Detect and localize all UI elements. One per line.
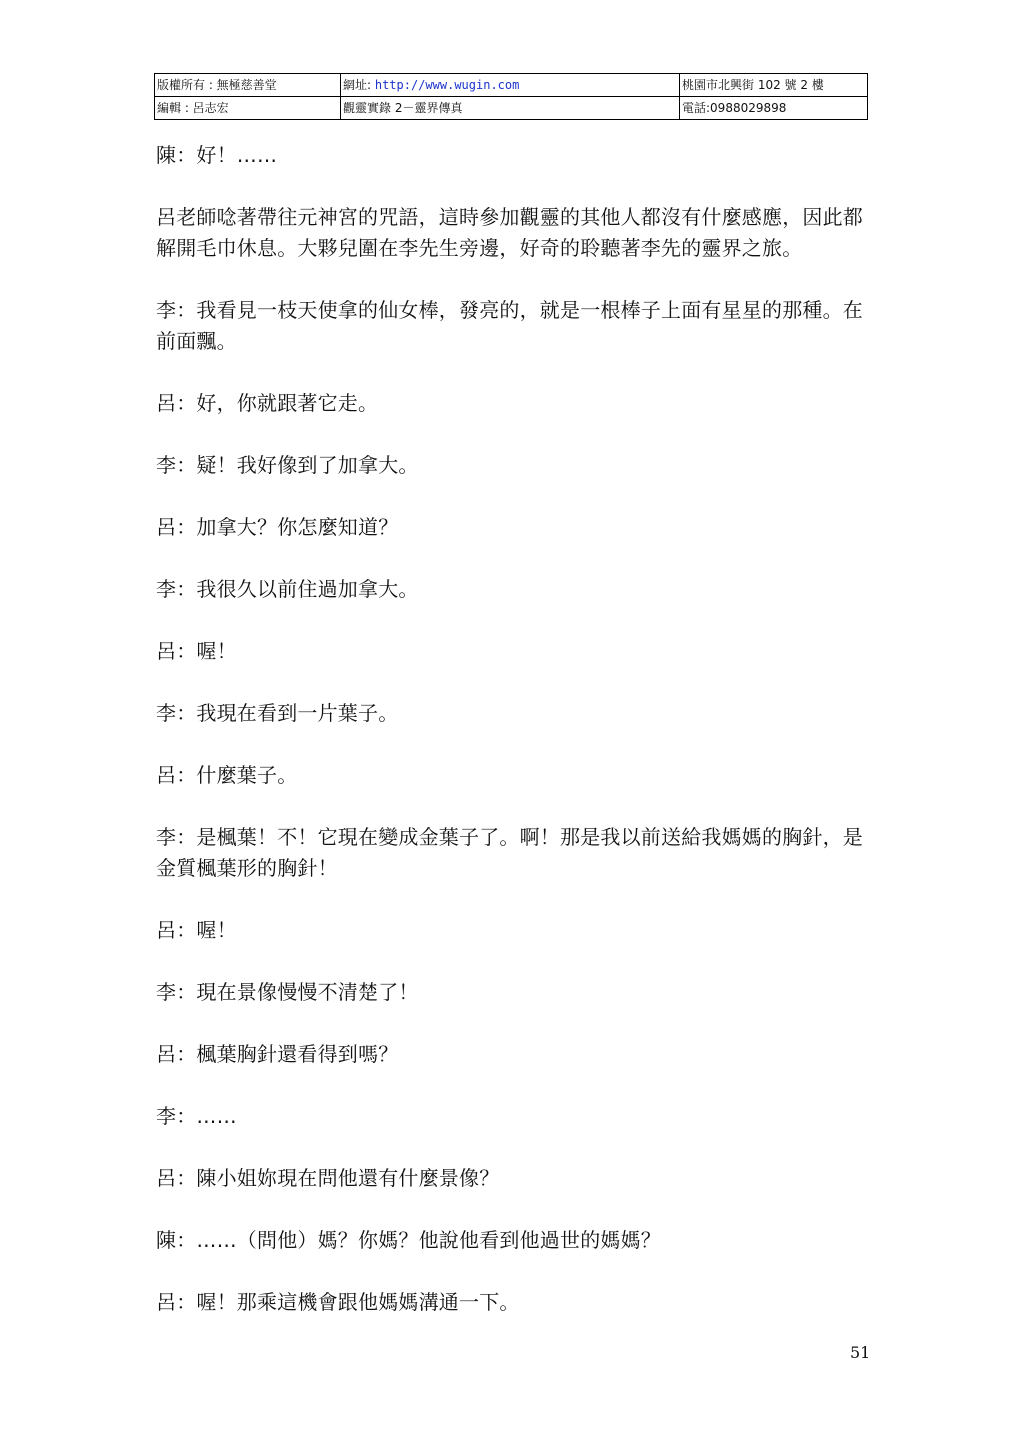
page-number: 51 — [850, 1343, 871, 1362]
paragraph-13: 李：現在景像慢慢不清楚了！ — [156, 980, 419, 1004]
website-link[interactable]: http://www.wugin.com — [374, 78, 520, 92]
paragraph-6: 呂：加拿大？你怎麼知道？ — [156, 515, 399, 539]
editor-cell: 編輯 : 呂志宏 — [155, 97, 341, 120]
paragraph-5: 李：疑！我好像到了加拿大。 — [156, 453, 419, 477]
phone-cell: 電話:0988029898 — [680, 97, 868, 120]
paragraph-15: 李：…… — [156, 1104, 237, 1128]
paragraph-2: 呂老師唸著帶往元神宮的咒語，這時參加觀靈的其他人都沒有什麼感應，因此都解開毛巾休息。大夥兒圍在李先生旁邊，好奇的聆聽著李先的靈界之旅。 — [156, 205, 863, 260]
paragraph-16: 呂：陳小姐妳現在問他還有什麼景像？ — [156, 1166, 500, 1190]
paragraph-12: 呂：喔！ — [156, 918, 237, 942]
url-cell — [341, 74, 680, 97]
address-cell: 桃園市北興街 102 號 2 樓 — [680, 74, 868, 97]
paragraph-7: 李：我很久以前住過加拿大。 — [156, 577, 419, 601]
copyright-cell: 版權所有 : 無極慈善堂 — [155, 74, 341, 97]
paragraph-3: 李：我看見一枝天使拿的仙女棒，發亮的，就是一根棒子上面有星星的那種。在前面飄。 — [156, 298, 863, 353]
book-title-cell: 觀靈實錄 2－靈界傳真 — [341, 97, 680, 120]
paragraph-10: 呂：什麼葉子。 — [156, 763, 298, 787]
header-table — [154, 73, 868, 120]
paragraph-14: 呂：楓葉胸針還看得到嗎？ — [156, 1042, 399, 1066]
header-row-2 — [155, 97, 868, 120]
paragraph-9: 李：我現在看到一片葉子。 — [156, 701, 399, 725]
url-label: 網址: — [343, 78, 375, 92]
paragraph-17: 陳：……（問他）媽？你媽？他說他看到他過世的媽媽？ — [156, 1228, 661, 1252]
page-body — [156, 140, 872, 1349]
paragraph-1: 陳：好！…… — [156, 143, 278, 167]
paragraph-18: 呂：喔！那乘這機會跟他媽媽溝通一下。 — [156, 1290, 520, 1314]
paragraph-4: 呂：好，你就跟著它走。 — [156, 391, 379, 415]
paragraph-11: 李：是楓葉！不！它現在變成金葉子了。啊！那是我以前送給我媽媽的胸針，是金質楓葉形的胸針！ — [156, 825, 863, 880]
header-row-1 — [155, 74, 868, 97]
paragraph-8: 呂：喔！ — [156, 639, 237, 663]
